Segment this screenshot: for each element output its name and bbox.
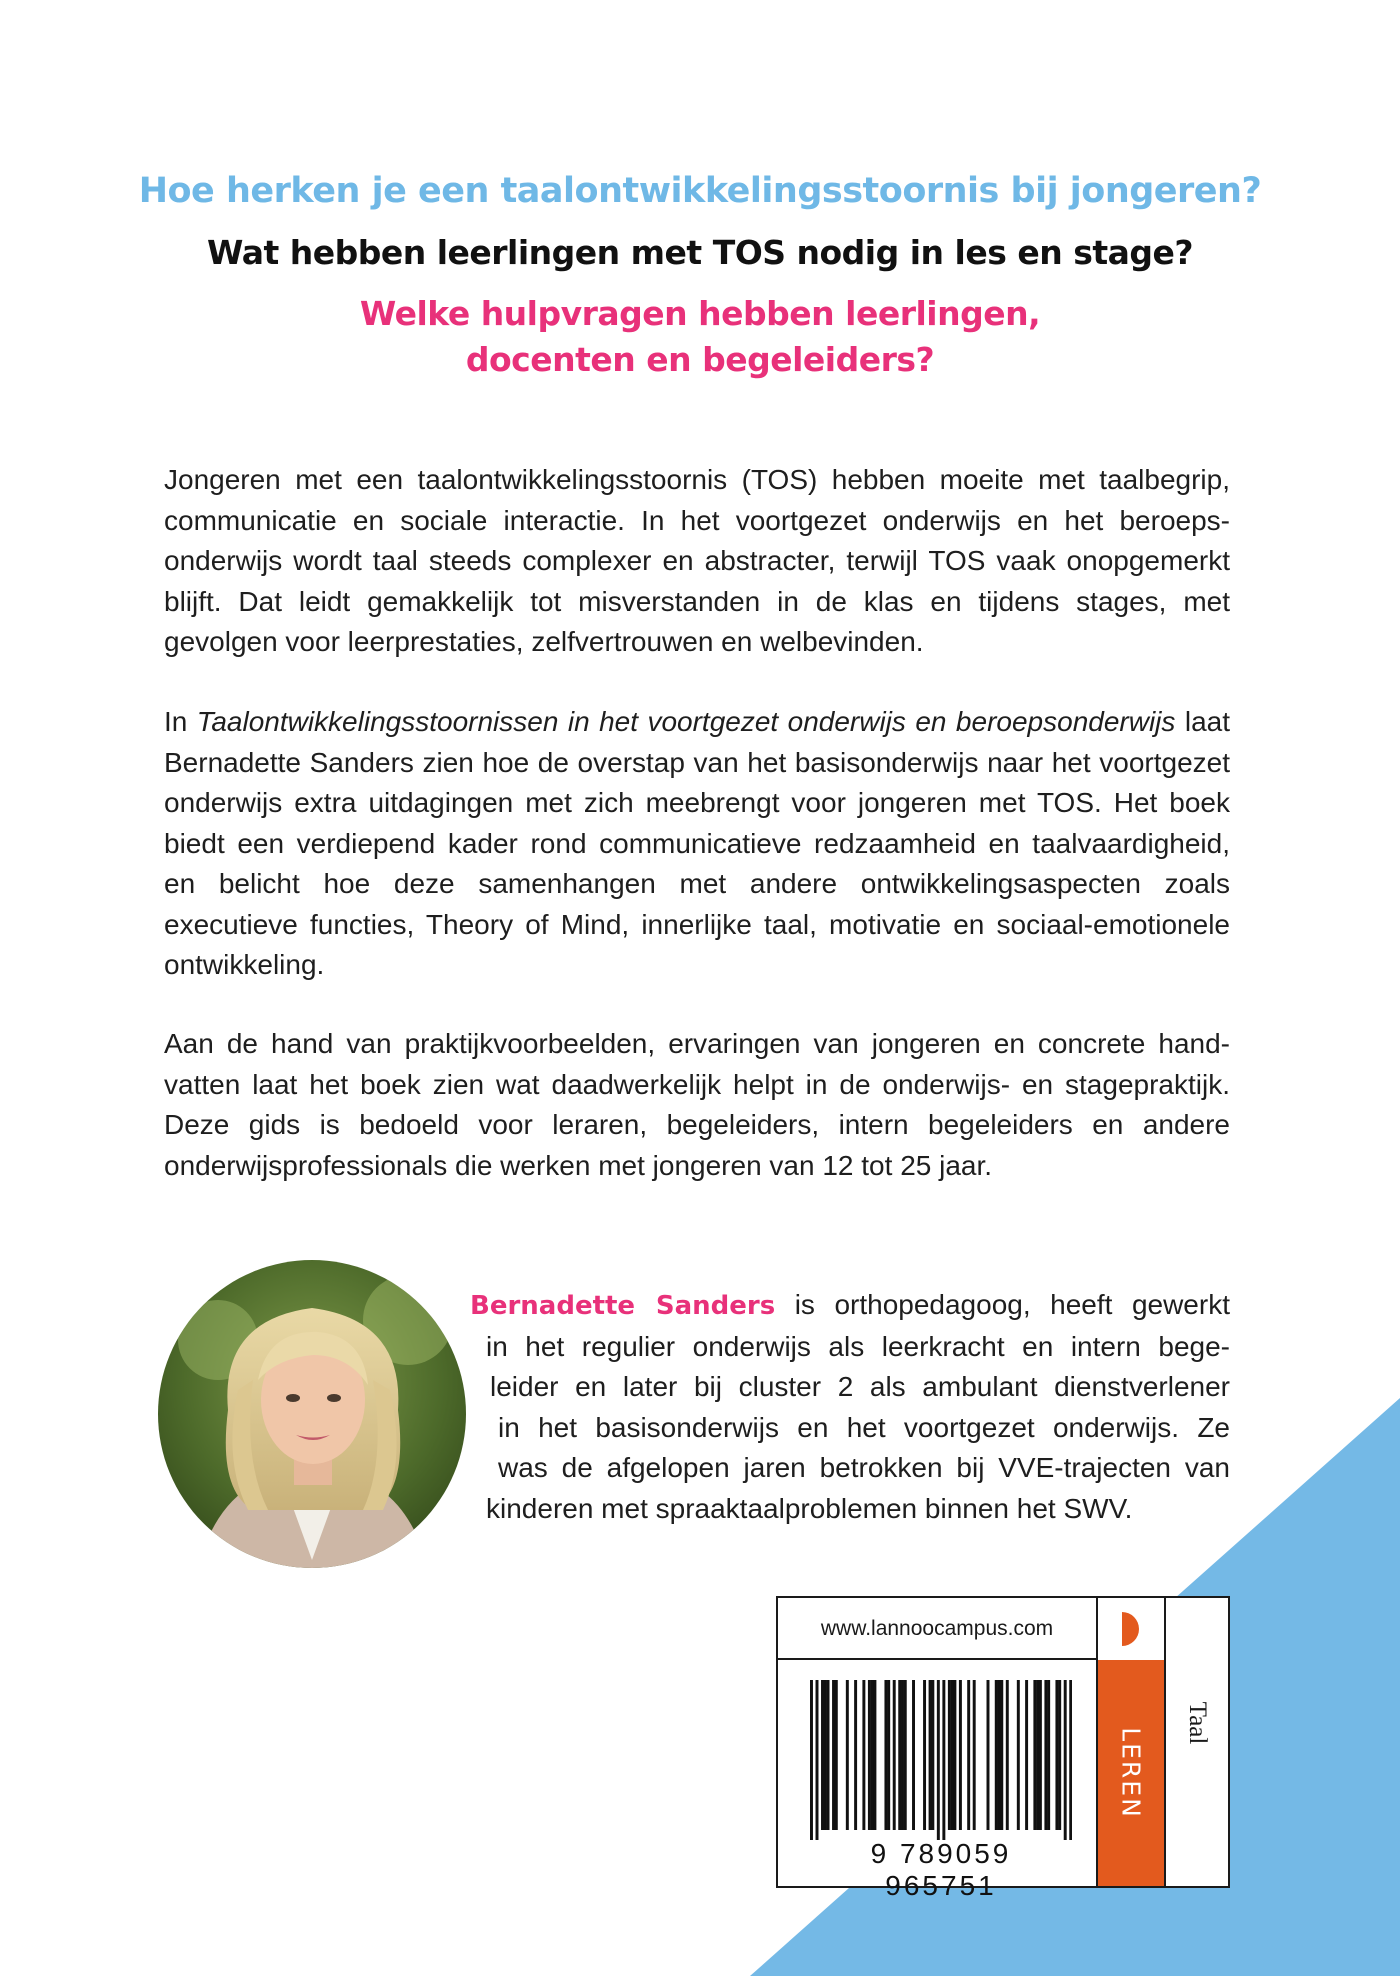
author-bio-line: in het basisonderwijs en het voortgezet onderwijs. Ze xyxy=(498,1411,1230,1443)
publisher-website: www.lannoocampus.com xyxy=(778,1598,1096,1660)
barcode-bar xyxy=(1025,1680,1028,1830)
barcode-bar xyxy=(953,1680,956,1830)
barcode-bar xyxy=(948,1680,951,1830)
barcode-bar xyxy=(929,1680,932,1830)
barcode-bar xyxy=(1047,1680,1050,1830)
headings xyxy=(0,165,1400,383)
barcode-bar xyxy=(923,1680,926,1830)
barcode-bar xyxy=(1006,1680,1009,1830)
barcode-bar xyxy=(901,1680,904,1830)
barcode-bar xyxy=(1017,1680,1020,1830)
series-label-box xyxy=(1098,1660,1164,1886)
barcode-bar xyxy=(995,1680,998,1830)
blurb-paragraph-3: Aan de hand van praktijkvoorbeelden, ervaringen van jongeren en concrete handvatten laat het boek zien wat daadwerkelijk helpt in de onderwijs- en stagepraktijk. Deze gids is bedoeld voor leraren, begeleiders, intern begeleiders en andere onderwijsprofessionals die werken met jongeren van 12 tot 25 jaar. xyxy=(164,1028,1230,1181)
barcode-icon xyxy=(810,1680,1072,1840)
author-name: Bernadette Sanders xyxy=(470,1291,776,1321)
barcode-bar xyxy=(832,1680,835,1830)
barcode-bar xyxy=(1000,1680,1003,1830)
question-heading-3 xyxy=(0,291,1400,383)
barcode-bar xyxy=(959,1680,962,1830)
barcode-bar xyxy=(1036,1680,1039,1830)
author-bio xyxy=(470,1285,1230,1529)
barcode-bar xyxy=(887,1680,890,1830)
barcode-bar xyxy=(827,1680,830,1830)
barcode-bar xyxy=(893,1680,896,1830)
barcode-bar xyxy=(846,1680,849,1830)
author-bio-text: is orthopedagoog, heeft gewerkt xyxy=(775,1289,1230,1320)
barcode-bar xyxy=(898,1680,901,1830)
barcode-bar xyxy=(854,1680,857,1830)
barcode-bar xyxy=(868,1680,871,1830)
series-label: LEREN xyxy=(1116,1727,1146,1819)
author-photo xyxy=(158,1260,466,1568)
question-heading-3-line1: Welke hulpvragen hebben leerlingen, xyxy=(359,294,1041,333)
barcode-bar xyxy=(821,1680,824,1830)
author-bio-line: was de afgelopen jaren betrokken bij VVE-trajecten van xyxy=(498,1452,1230,1483)
barcode-bar xyxy=(967,1680,970,1830)
barcode-bar xyxy=(942,1680,945,1840)
barcode-bar xyxy=(1044,1680,1047,1830)
author-bio-line: kinderen met spraaktaalproblemen binnen het SWV. xyxy=(486,1492,1133,1524)
category-label-box xyxy=(1166,1660,1228,1886)
barcode-bar xyxy=(884,1680,887,1830)
barcode-bar xyxy=(1069,1680,1072,1840)
barcode-bar xyxy=(835,1680,838,1830)
blurb-paragraph-2 xyxy=(164,702,1230,986)
barcode-bar xyxy=(937,1680,940,1840)
blurb-paragraph-2-rest: laat Bernadette Sanders zien hoe de overstap van het basisonderwijs naar het voortgezet onderwijs extra uitdagingen met zich meebrengt voor jongeren met TOS. Het boek biedt een verdiepend kader rond communicatieve redzaamheid en taalvaardigheid, en belicht hoe deze samenhangen met andere ontwikkelingsaspecten zoals executieve functies, Theory of Mind, innerlijke taal, motivatie en sociaal-emotionele ontwikkeling. xyxy=(164,706,1230,980)
barcode-panel xyxy=(776,1596,1230,1901)
lannoo-half-circle-icon xyxy=(1098,1598,1164,1660)
barcode-bar xyxy=(998,1680,1001,1830)
book-title: Taalontwikkelingsstoornissen in het voortgezet onderwijs en beroepsonderwijs xyxy=(196,706,1176,737)
barcode-bar xyxy=(862,1680,865,1830)
barcode-bar xyxy=(904,1680,907,1830)
isbn-number: 9 789059 965751 xyxy=(870,1838,1012,1901)
barcode-bar xyxy=(873,1680,876,1830)
barcode-bar xyxy=(1064,1680,1067,1840)
barcode-bar xyxy=(973,1680,976,1830)
question-heading-1: Hoe herken je een taalontwikkelingsstoornis bij jongeren? xyxy=(138,171,1262,211)
author-bio-line: in het regulier onderwijs als leerkracht en intern bege- xyxy=(486,1330,1230,1362)
author-bio-line xyxy=(470,1285,1230,1327)
question-heading-3-line2: docenten en begeleiders? xyxy=(465,340,935,379)
author-bio-line: leider en later bij cluster 2 als ambulant dienstverlener xyxy=(490,1371,1230,1402)
barcode-bar xyxy=(1033,1680,1036,1830)
barcode-bar xyxy=(987,1680,990,1830)
category-label: Taal xyxy=(1184,1701,1211,1745)
barcode-bar xyxy=(816,1680,819,1840)
barcode-bar xyxy=(951,1680,954,1830)
barcode-bar xyxy=(1055,1680,1058,1830)
blurb-paragraph-1: Jongeren met een taalontwikkelingsstoornis (TOS) hebben moeite met taalbegrip, communicatie en sociale interactie. In het voortgezet onderwijs en het beroepsonderwijs wordt taal steeds complexer en abstracter, terwijl TOS vaak onopgemerkt blijft. Dat leidt gemakkelijk tot misverstanden in de klas en tijdens stages, met gevolgen voor leerprestaties, zelfvertrouwen en welbevinden. xyxy=(164,464,1230,657)
question-heading-2: Wat hebben leerlingen met TOS nodig in les en stage? xyxy=(206,233,1194,272)
barcode-bar xyxy=(931,1680,934,1830)
barcode-bar xyxy=(1039,1680,1042,1830)
barcode-bar xyxy=(810,1680,813,1840)
barcode-bar xyxy=(1058,1680,1061,1830)
blurb-paragraph-2-intro: In xyxy=(164,706,197,737)
barcode-bar xyxy=(824,1680,827,1830)
barcode-bar xyxy=(912,1680,915,1830)
barcode-bar xyxy=(871,1680,874,1830)
